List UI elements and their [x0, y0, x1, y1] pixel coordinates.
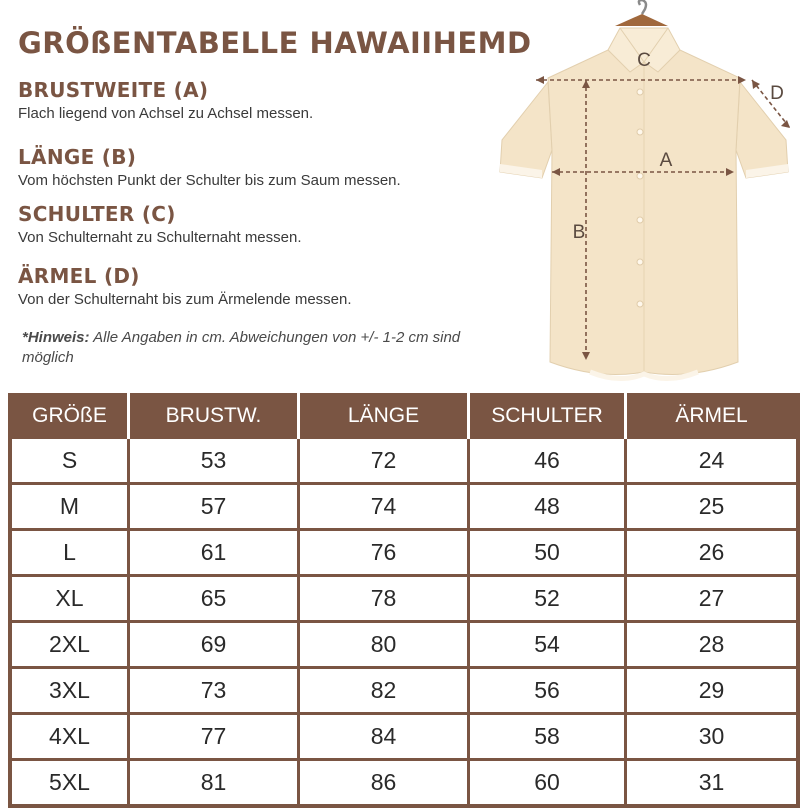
hint-label: *Hinweis:	[22, 329, 90, 346]
table-cell: 29	[627, 666, 796, 712]
label-b: B	[572, 222, 586, 243]
table-cell: 76	[300, 528, 470, 574]
table-cell: 50	[470, 528, 627, 574]
table-cell: 65	[130, 574, 300, 620]
table-cell: 54	[470, 620, 627, 666]
table-cell: 86	[300, 758, 470, 804]
table-header-row	[12, 393, 796, 439]
table-cell: M	[12, 482, 130, 528]
header-chest: BRUSTW.	[130, 393, 300, 439]
section-length	[18, 145, 401, 191]
table-cell: 77	[130, 712, 300, 758]
table-cell: 84	[300, 712, 470, 758]
table-row	[12, 620, 796, 666]
table-row	[12, 439, 796, 482]
table-cell: 56	[470, 666, 627, 712]
table-cell: 5XL	[12, 758, 130, 804]
table-cell: 28	[627, 620, 796, 666]
table-cell: 61	[130, 528, 300, 574]
table-cell: 4XL	[12, 712, 130, 758]
page-title: GRÖßENTABELLE HAWAIIHEMD	[18, 26, 532, 60]
table-cell: 26	[627, 528, 796, 574]
table-cell: S	[12, 439, 130, 482]
table-cell: 31	[627, 758, 796, 804]
section-shoulder	[18, 202, 302, 248]
table-cell: XL	[12, 574, 130, 620]
section-chest	[18, 78, 313, 124]
header-shoulder: SCHULTER	[470, 393, 627, 439]
table-cell: 48	[470, 482, 627, 528]
shirt-measurement-diagram	[490, 0, 800, 390]
section-description: Von der Schulternaht bis zum Ärmelende messen.	[18, 291, 352, 308]
table-cell: 57	[130, 482, 300, 528]
table-row	[12, 758, 796, 804]
table-cell: 82	[300, 666, 470, 712]
label-a: A	[659, 150, 673, 171]
section-description: Vom höchsten Punkt der Schulter bis zum Saum messen.	[18, 172, 401, 189]
section-description: Von Schulternaht zu Schulternaht messen.	[18, 229, 302, 246]
header-size: GRÖßE	[12, 393, 130, 439]
size-table	[8, 393, 800, 808]
table-row	[12, 574, 796, 620]
header-length: LÄNGE	[300, 393, 470, 439]
table-cell: 24	[698, 447, 725, 473]
table-cell: 69	[130, 620, 300, 666]
hanger-icon	[615, 0, 668, 26]
table-cell: 72	[300, 439, 470, 482]
section-description: Flach liegend von Achsel zu Achsel messen.	[18, 105, 314, 122]
table-row	[12, 712, 796, 758]
table-row	[12, 528, 796, 574]
section-heading: ÄRMEL (D)	[18, 264, 140, 288]
table-cell: 78	[300, 574, 470, 620]
header-sleeve: ÄRMEL	[627, 393, 796, 439]
hint-text: Alle Angaben in cm. Abweichungen von +/- 1-2 cm sind möglich	[22, 329, 461, 366]
label-c: C	[637, 50, 651, 71]
table-cell: 30	[627, 712, 796, 758]
table-cell: 58	[470, 712, 627, 758]
table-cell: 25	[627, 482, 796, 528]
table-cell: 74	[300, 482, 470, 528]
table-cell: 53	[130, 439, 300, 482]
table-cell: 52	[470, 574, 627, 620]
section-heading: SCHULTER (C)	[18, 202, 176, 226]
table-cell: L	[12, 528, 130, 574]
table-cell: 60	[470, 758, 627, 804]
table-cell: 27	[627, 574, 796, 620]
label-d: D	[770, 83, 784, 104]
section-sleeve	[18, 264, 352, 310]
section-heading: LÄNGE (B)	[18, 145, 137, 169]
table-row	[12, 482, 796, 528]
table-cell: 2XL	[12, 620, 130, 666]
table-cell: 73	[130, 666, 300, 712]
section-heading: BRUSTWEITE (A)	[18, 78, 209, 102]
table-cell: 81	[130, 758, 300, 804]
table-cell: 3XL	[12, 666, 130, 712]
hint-note	[22, 328, 502, 368]
table-cell: 46	[470, 439, 627, 482]
table-row	[12, 666, 796, 712]
table-cell: 80	[300, 620, 470, 666]
